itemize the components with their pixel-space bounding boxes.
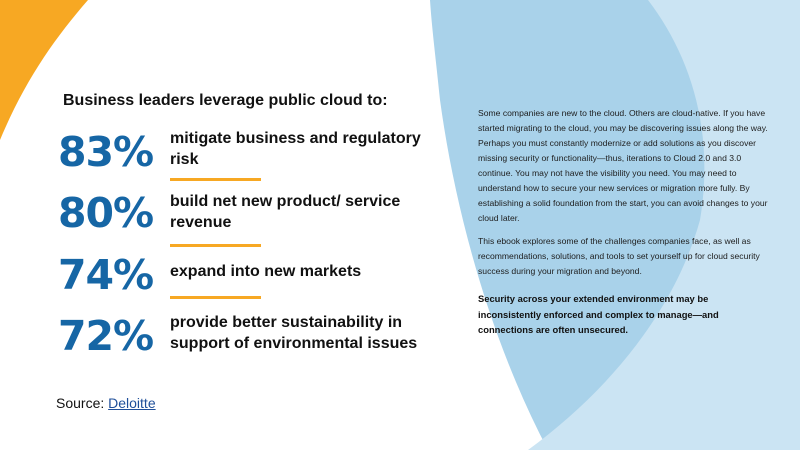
emphasis-paragraph: Security across your extended environment may be inconsistently enforced and complex to manage—and connections are often unsecured. [478, 293, 719, 335]
stat-percent-72: 72% [58, 312, 154, 360]
source-note [56, 395, 156, 411]
stat-percent-80: 80% [58, 189, 154, 237]
divider-line [170, 296, 261, 299]
divider-line [170, 178, 261, 181]
stat-text-1: mitigate business and regulatory risk [170, 130, 421, 168]
stat-text-2: build net new product/ service revenue [170, 193, 401, 231]
source-label: Source: [56, 395, 105, 411]
ebook-paragraph: This ebook explores some of the challenges companies face, as well as recommendations, solutions, and tools to set yourself up for cloud security success during your migration and beyond. [478, 236, 760, 276]
divider-line [170, 244, 261, 247]
stat-percent-83: 83% [58, 128, 154, 176]
stat-text-3: expand into new markets [170, 263, 362, 280]
headline: Business leaders leverage public cloud to: [63, 92, 388, 109]
source-link[interactable]: Deloitte [108, 395, 156, 411]
intro-paragraph: Some companies are new to the cloud. Others are cloud-native. If you have started migrating to the cloud, you may be discovering issues along the way. Perhaps you must constantly modernize or add solutions as you discover missing security or functionality—thus, iterations to Cloud 2.0 and 3.0 continue. You may not have the visibility you need. You may need to understand how to secure your new services or migration more fully. By establishing a solid foundation from the start, you can avoid changes to your cloud later. [478, 108, 768, 223]
stat-percent-74: 74% [58, 251, 154, 299]
stat-text-4: provide better sustainability in support of environmental issues [170, 314, 418, 352]
